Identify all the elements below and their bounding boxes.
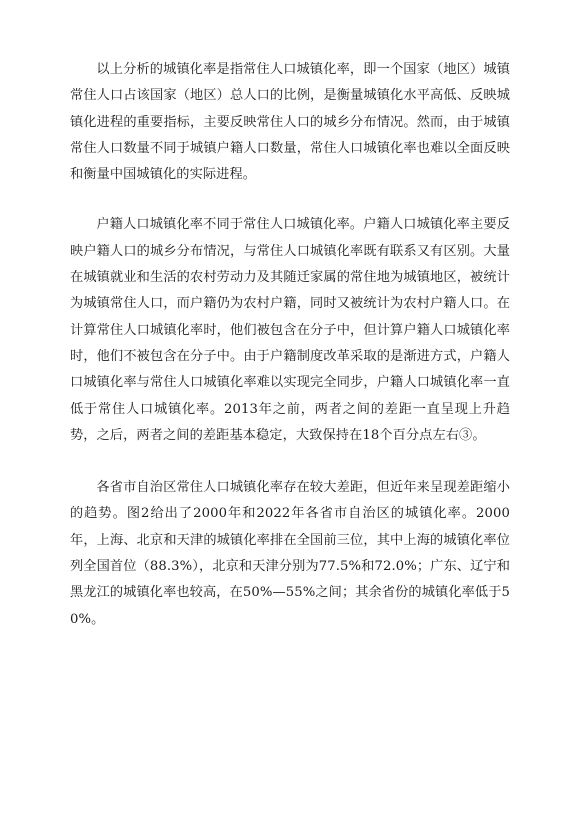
paragraph-household-registration-rate: 户籍人口城镇化率不同于常住人口城镇化率。户籍人口城镇化率主要反映户籍人口的城乡分布情况，与常住人口城镇化率既有联系又有区别。大量在城镇就业和生活的农村劳动力及其随迁家属的常住地为城镇地区，被统计为城镇常住人口，而户籍仍为农村户籍，同时又被统计为农村户籍人口。在计算常住人口城镇化率时，他们被包含在分子中，但计算户籍人口城镇化率时，他们不被包含在分子中。由于户籍制度改革采取的是渐进方式，户籍人口城镇化率与常住人口城镇化率难以实现完全同步，户籍人口城镇化率一直低于常住人口城镇化率。2013年之前，两者之间的差距一直呈现上升趋势，之后，两者之间的差距基本稳定，大致保持在18个百分点左右③。 — [70, 217, 510, 443]
paragraph-provincial-differences: 各省市自治区常住人口城镇化率存在较大差距，但近年来呈现差距缩小的趋势。图2给出了2000年和2022年各省市自治区的城镇化率。2000年，上海、北京和天津的城镇化率排在全国前三位，其中上海的城镇化率位列全国首位（88.3%），北京和天津分别为77.5%和72.0%；广东、辽宁和黑龙江的城镇化率也较高，在50%—55%之间；其余省份的城镇化率低于50%。 — [70, 480, 510, 627]
document-page — [70, 57, 510, 633]
paragraph-urbanization-rate-definition: 以上分析的城镇化率是指常住人口城镇化率，即一个国家（地区）城镇常住人口占该国家（地区）总人口的比例，是衡量城镇化水平高低、反映城镇化进程的重要指标，主要反映常住人口的城乡分布情况。然而，由于城镇常住人口数量不同于城镇户籍人口数量，常住人口城镇化率也难以全面反映和衡量中国城镇化的实际进程。 — [70, 62, 510, 183]
